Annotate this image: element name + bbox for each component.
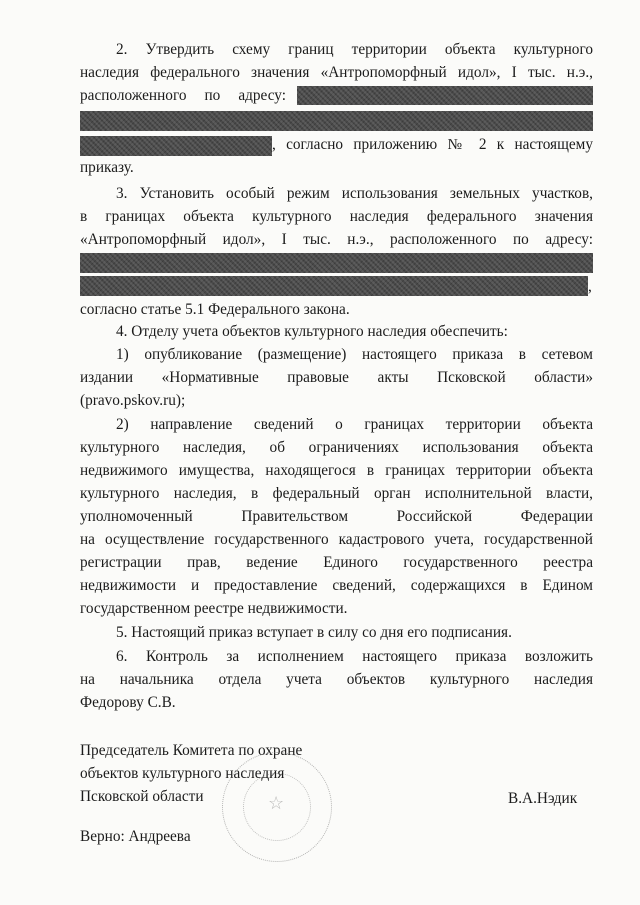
paragraph-line: , согласно приложению № 2 к настоящему: [272, 136, 593, 153]
signatory-position: объектов культурного наследия: [80, 765, 285, 782]
redacted-address: [80, 111, 593, 131]
paragraph-line: на начальника отдела учета объектов культурного наследия: [80, 671, 593, 688]
paragraph-line: Федорову С.В.: [80, 694, 176, 711]
paragraph-line: на осуществление государственного кадастрового учета, государственной: [80, 531, 593, 548]
paragraph-line: культурного наследия, об ограничениях использования объекта: [80, 439, 593, 456]
paragraph-line: (pravo.pskov.ru);: [80, 392, 186, 409]
paragraph-line: согласно статье 5.1 Федерального закона.: [80, 301, 350, 318]
seal-star-icon: ☆: [268, 793, 285, 813]
paragraph-line: государственном реестре недвижимости.: [80, 600, 348, 617]
paragraph-line: 1) опубликование (размещение) настоящего приказа в сетевом: [116, 346, 593, 363]
paragraph-line: 2) направление сведений о границах территории объекта: [116, 416, 593, 433]
paragraph-line: 4. Отделу учета объектов культурного наследия обеспечить:: [116, 323, 508, 340]
paragraph-line: 6. Контроль за исполнением настоящего приказа возложить: [116, 648, 593, 665]
official-seal: [222, 752, 332, 862]
redacted-address: [80, 276, 588, 296]
signatory-position: Псковской области: [80, 788, 204, 805]
paragraph-line: недвижимости и предоставление сведений, содержащихся в Едином: [80, 577, 593, 594]
signatory-name: В.А.Нэдик: [508, 790, 578, 807]
paragraph-line: 5. Настоящий приказ вступает в силу со дня его подписания.: [116, 624, 512, 641]
paragraph-line: в границах объекта культурного наследия федерального значения: [80, 208, 593, 225]
paragraph-line: издании «Нормативные правовые акты Псковской области»: [80, 369, 593, 386]
paragraph-line: приказу.: [80, 159, 134, 176]
redacted-address: [80, 136, 272, 156]
paragraph-line: уполномоченный Правительством Российской Федерации: [80, 508, 593, 525]
redacted-address: [297, 86, 593, 105]
paragraph-line: 2. Утвердить схему границ территории объекта культурного: [116, 41, 593, 58]
paragraph-line: недвижимого имущества, находящегося в границах территории объекта: [80, 462, 593, 479]
paragraph-line: расположенного по адресу:: [80, 87, 286, 104]
paragraph-line: «Антропоморфный идол», I тыс. н.э., расположенного по адресу:: [80, 231, 593, 248]
signatory-position: Председатель Комитета по охране: [80, 742, 303, 759]
redacted-address: [80, 253, 593, 273]
paragraph-line: культурного наследия, в федеральный орган исполнительной власти,: [80, 485, 593, 502]
paragraph-line: 3. Установить особый режим использования земельных участков,: [116, 185, 593, 202]
verification-note: Верно: Андреева: [80, 828, 191, 845]
paragraph-line: ,: [588, 278, 592, 295]
paragraph-line: регистрации прав, ведение Единого государственного реестра: [80, 554, 593, 571]
paragraph-line: наследия федерального значения «Антропоморфный идол», I тыс. н.э.,: [80, 64, 593, 81]
